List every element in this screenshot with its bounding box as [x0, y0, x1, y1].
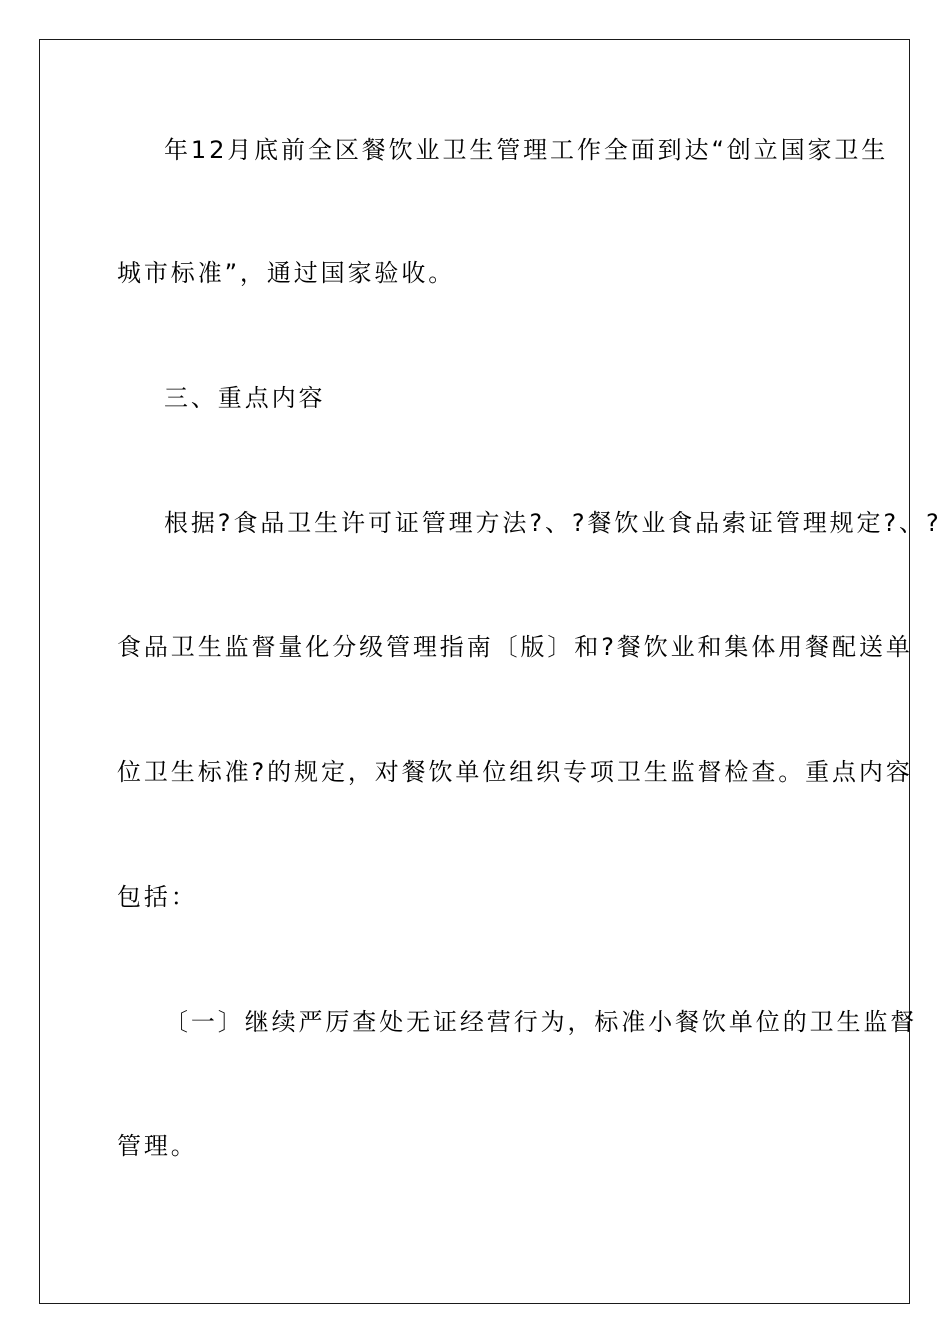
paragraph-line-3: 根据?食品卫生许可证管理方法?、?餐饮业食品索证管理规定?、?	[164, 509, 942, 537]
paragraph-line-2: 城市标准”，通过国家验收。	[117, 259, 456, 287]
paragraph-line-6: 包括：	[117, 883, 198, 911]
list-item-line-1: 〔一〕继续严厉查处无证经营行为，标准小餐饮单位的卫生监督	[164, 1008, 918, 1036]
page-border	[39, 39, 910, 1304]
paragraph-line-5: 位卫生标准?的规定，对餐饮单位组织专项卫生监督检查。重点内容	[117, 758, 913, 786]
section-heading: 三、重点内容	[164, 384, 326, 412]
paragraph-line-4: 食品卫生监督量化分级管理指南〔版〕和?餐饮业和集体用餐配送单	[117, 633, 913, 661]
paragraph-line-1: 年12月底前全区餐饮业卫生管理工作全面到达“创立国家卫生	[164, 136, 889, 164]
list-item-line-2: 管理。	[117, 1132, 198, 1160]
